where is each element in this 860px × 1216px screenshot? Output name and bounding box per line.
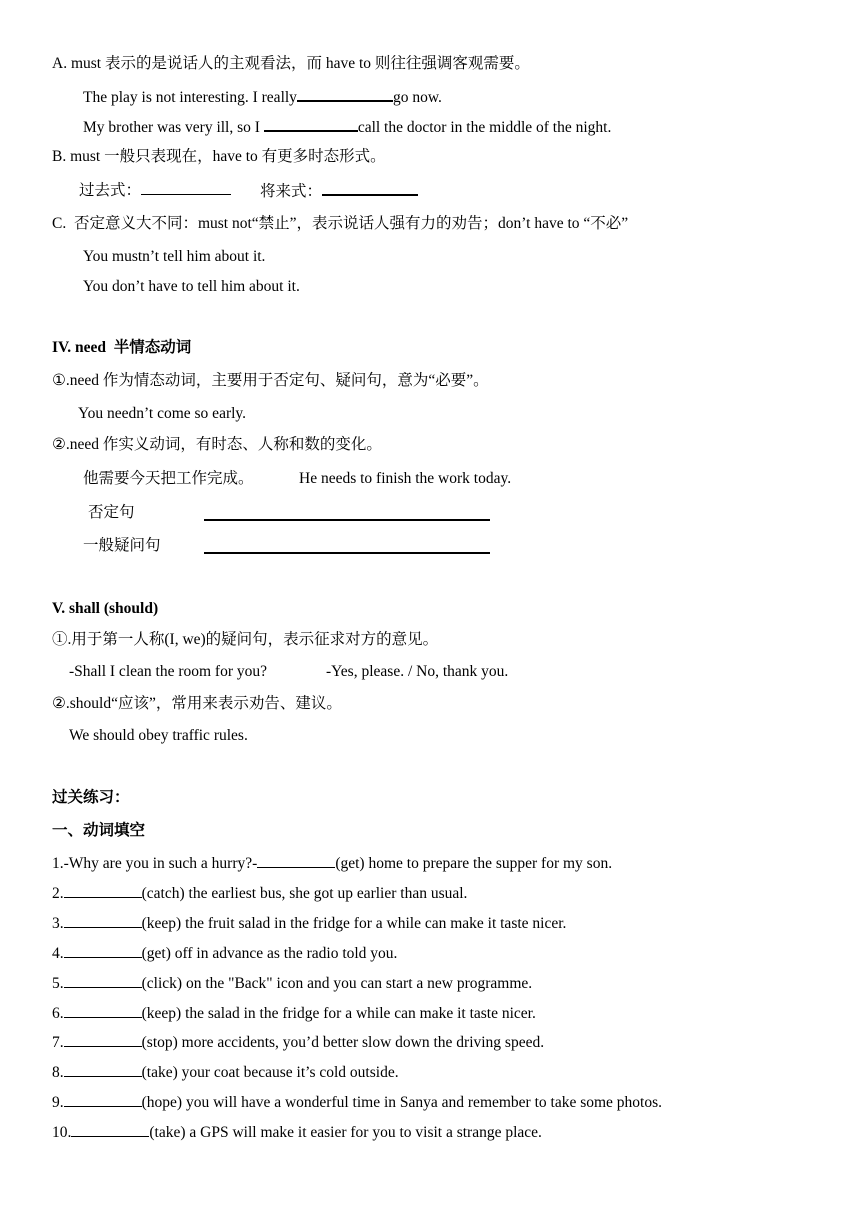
- exercise-text-after: (take) your coat because it’s cold outside.: [141, 1064, 399, 1081]
- need-heading-en: IV. need: [52, 339, 110, 356]
- example-a1-after: go now.: [392, 89, 442, 106]
- exercise-item: [52, 883, 467, 904]
- fill-blank[interactable]: [141, 180, 231, 195]
- point-a: A. must 表示的是说话人的主观看法，而 have to 则往往强调客观需要。: [52, 55, 530, 72]
- past-tense-line: [79, 180, 231, 201]
- fill-blank[interactable]: [64, 1062, 142, 1077]
- shall-point-1: ①.用于第一人称(I, we)的疑问句，表示征求对方的意见。: [52, 631, 439, 648]
- exercise-text-after: (keep) the fruit salad in the fridge for a while can make it taste nicer.: [141, 915, 567, 932]
- section-shall-heading: V. shall (should): [52, 600, 159, 617]
- example-a2-after: call the doctor in the middle of the night.: [357, 119, 612, 136]
- question-label: 一般疑问句: [83, 537, 161, 554]
- exercise-item: [52, 1122, 542, 1143]
- example-a2: [83, 116, 611, 138]
- fill-blank[interactable]: [71, 1122, 149, 1137]
- exercise-number: 6.: [52, 1005, 64, 1022]
- negative-label: 否定句: [88, 504, 135, 521]
- fill-blank[interactable]: [64, 1032, 142, 1047]
- exercise-text-after: (get) home to prepare the supper for my son.: [335, 855, 613, 872]
- exercise-text-after: (catch) the earliest bus, she got up earlier than usual.: [141, 885, 468, 902]
- need-example-1: You needn’t come so early.: [78, 405, 247, 422]
- exercise-item: [52, 1092, 662, 1113]
- exercise-number: 9.: [52, 1094, 64, 1111]
- exercise-number: 8.: [52, 1064, 64, 1081]
- fill-blank[interactable]: [264, 116, 358, 132]
- fill-blank[interactable]: [297, 86, 393, 102]
- negative-answer-blank[interactable]: [204, 505, 490, 521]
- exercise-number: 2.: [52, 885, 64, 902]
- example-a1-before: The play is not interesting. I really: [83, 89, 297, 106]
- exercise-number: 4.: [52, 945, 64, 962]
- fill-blank[interactable]: [64, 1003, 142, 1018]
- future-tense-line: [260, 180, 418, 202]
- exercise-item: [52, 1032, 544, 1053]
- example-c2: You don’t have to tell him about it.: [83, 278, 300, 295]
- point-c: C. 否定意义大不同：must not“禁止”，表示说话人强有力的劝告；don’t have to “不必”: [52, 215, 629, 232]
- need-point-2: ②.need 作实义动词，有时态、人称和数的变化。: [52, 436, 382, 453]
- practice-subtitle: 一、动词填空: [52, 822, 146, 839]
- exercise-number: 7.: [52, 1034, 64, 1051]
- exercise-item: [52, 943, 397, 964]
- shall-example-2: We should obey traffic rules.: [69, 727, 248, 744]
- exercise-number: 1.: [52, 855, 64, 872]
- need-example-2-en: He needs to finish the work today.: [299, 470, 512, 487]
- exercise-item: [52, 1062, 399, 1083]
- exercise-number: 5.: [52, 975, 64, 992]
- need-point-1: ①.need 作为情态动词，主要用于否定句、疑问句，意为“必要”。: [52, 372, 489, 389]
- fill-blank[interactable]: [64, 913, 142, 928]
- fill-blank[interactable]: [64, 883, 142, 898]
- example-c1: You mustn’t tell him about it.: [83, 248, 266, 265]
- exercise-text-after: (take) a GPS will make it easier for you to visit a strange place.: [149, 1124, 542, 1141]
- exercise-text-after: (hope) you will have a wonderful time in Sanya and remember to take some photos.: [141, 1094, 663, 1111]
- shall-point-2: ②.should“应该”，常用来表示劝告、建议。: [52, 695, 342, 712]
- fill-blank[interactable]: [64, 1092, 142, 1107]
- fill-blank[interactable]: [257, 853, 335, 868]
- exercise-item: [52, 1003, 536, 1024]
- exercise-number: 3.: [52, 915, 64, 932]
- future-label: 将来式：: [260, 183, 323, 200]
- fill-blank[interactable]: [322, 180, 418, 196]
- example-a1: [83, 86, 442, 108]
- exercise-text-before: -Why are you in such a hurry?-: [63, 855, 258, 872]
- fill-blank[interactable]: [64, 973, 142, 988]
- exercise-text-after: (stop) more accidents, you’d better slow down the driving speed.: [141, 1034, 545, 1051]
- exercise-item: [52, 853, 612, 874]
- fill-blank[interactable]: [64, 943, 142, 958]
- shall-example-question: -Shall I clean the room for you?: [69, 663, 267, 680]
- exercise-text-after: (get) off in advance as the radio told you.: [141, 945, 398, 962]
- exercise-item: [52, 973, 532, 994]
- exercise-item: [52, 913, 566, 934]
- example-a2-before: My brother was very ill, so I: [83, 119, 264, 136]
- need-heading-cn: 半情态动词: [109, 339, 192, 356]
- question-answer-blank[interactable]: [204, 538, 490, 554]
- exercise-text-after: (click) on the "Back" icon and you can start a new programme.: [141, 975, 533, 992]
- need-example-2-cn: 他需要今天把工作完成。: [83, 470, 254, 487]
- past-label: 过去式：: [79, 182, 142, 199]
- practice-title: 过关练习：: [52, 789, 130, 806]
- exercise-number: 10.: [52, 1124, 72, 1141]
- section-need-heading: [52, 338, 191, 358]
- point-b: B. must 一般只表现在，have to 有更多时态形式。: [52, 148, 386, 165]
- shall-example-answer: -Yes, please. / No, thank you.: [326, 663, 509, 680]
- exercise-text-after: (keep) the salad in the fridge for a while can make it taste nicer.: [141, 1005, 536, 1022]
